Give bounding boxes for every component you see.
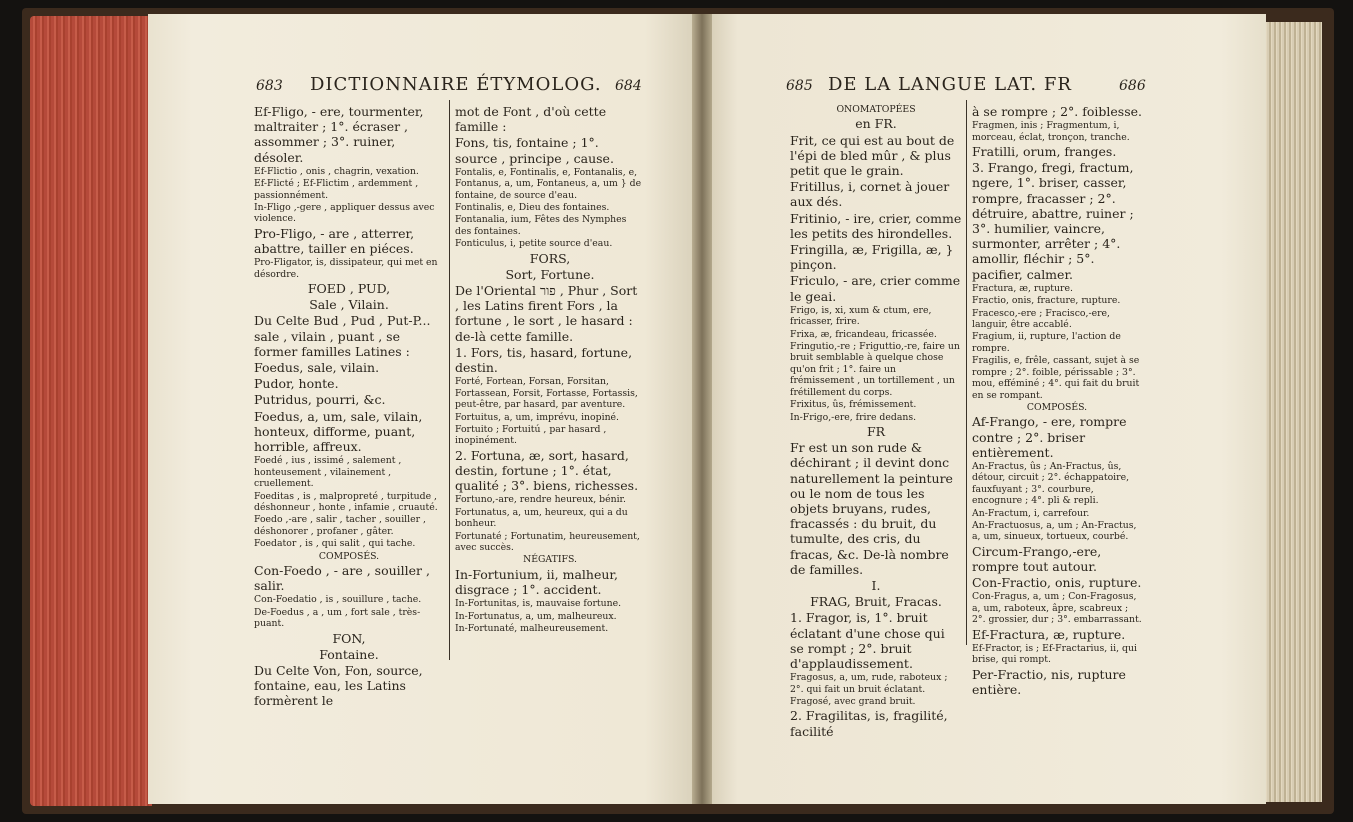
dictionary-entry: Foedus, a, um, sale, vilain, honteux, difforme, puant, horrible, affreux.	[254, 408, 423, 455]
dictionary-entry: Fritillus, i, cornet à jouer aux dés.	[790, 179, 950, 210]
page-number: 683	[256, 78, 283, 94]
dictionary-entry: Fontinalis, e, Dieu des fontaines.	[455, 202, 610, 214]
dictionary-entry: In-Fortunitas, is, mauvaise fortune.	[455, 598, 622, 610]
dictionary-entry: An-Fractus, ûs ; An-Fractus, ûs, détour, circuit ; 2°. échappatoire, fauxfuyant ; 3°. courbure, encognure ; 4°. pli & repli.	[972, 460, 1130, 507]
dictionary-entry: Fragosé, avec grand bruit.	[790, 695, 916, 707]
dictionary-entry: COMPOSÉS.	[1026, 401, 1088, 413]
dictionary-entry: Forté, Fortean, Forsan, Forsitan, Fortassean, Forsit, Fortasse, Fortassis, peut-être, par hasard, par aventure.	[455, 376, 638, 411]
dictionary-entry: An-Fractuosus, a, um ; An-Fractus, a, um, sinueux, tortueux, courbé.	[972, 519, 1137, 543]
dictionary-entry: Fritinio, - ire, crier, comme les petits des hirondelles.	[790, 210, 962, 241]
dictionary-entry: Ef-Flicté ; Ef-Flictim , ardemment , passionnément.	[254, 178, 419, 201]
dictionary-entry: Con-Fractio, onis, rupture.	[972, 575, 1142, 591]
dictionary-entry: Fonticulus, i, petite source d'eau.	[455, 238, 613, 250]
dictionary-entry: Ef-Flictio , onis , chagrin, vexation.	[254, 165, 419, 177]
dictionary-entry: COMPOSÉS.	[318, 550, 380, 562]
dictionary-entry: Frixa, æ, fricandeau, fricassée.	[790, 328, 937, 340]
page-number: 684	[615, 78, 642, 94]
dictionary-entry: Fringutio,-re ; Friguttio,-re, faire un bruit semblable à quelque chose qu'on frit ; 1°. faire un frémissement , un tortillement , un frétillement du corps.	[790, 341, 960, 398]
dictionary-entry: Circum-Frango,-ere, rompre tout autour.	[972, 543, 1102, 574]
dictionary-entry: Fracesco,-ere ; Fracisco,-ere, languir, être accablé.	[972, 307, 1111, 331]
dictionary-entry: Sort, Fortune.	[505, 266, 595, 282]
dictionary-entry: FOED , PUD,	[307, 281, 391, 297]
dictionary-entry: Fractio, onis, fracture, rupture.	[972, 295, 1121, 307]
left-column-2	[455, 104, 645, 635]
page-edges-red	[30, 16, 152, 806]
dictionary-entry: Du Celte Bud , Pud , Put-P... sale , vilain , puant , se former familles Latines :	[254, 313, 431, 359]
dictionary-entry: NÉGATIFS.	[523, 554, 577, 566]
dictionary-entry: Af-Frango, - ere, rompre contre ; 2°. briser entièrement.	[972, 414, 1127, 460]
dictionary-entry: Pudor, honte.	[254, 376, 339, 392]
dictionary-entry: In-Fligo ,-gere , appliquer dessus avec violence.	[254, 202, 435, 225]
dictionary-entry: Fons, tis, fontaine ; 1°. source , principe , cause.	[455, 135, 614, 166]
running-header: DICTIONNAIRE ÉTYMOLOG.	[310, 74, 602, 95]
dictionary-entry: Fontanalia, ium, Fêtes des Nymphes des fontaines.	[455, 214, 627, 237]
dictionary-entry: 1. Fragor, is, 1°. bruit éclatant d'une chose qui se rompt ; 2°. bruit d'applaudissement.	[790, 610, 945, 671]
dictionary-entry: FRAG, Bruit, Fracas.	[810, 594, 942, 610]
dictionary-entry: FON,	[332, 630, 366, 646]
dictionary-entry: 2. Fortuna, æ, sort, hasard, destin, fortune ; 1°. état, qualité ; 3°. biens, richesses.	[455, 447, 639, 494]
dictionary-entry: Foedus, sale, vilain.	[254, 360, 380, 376]
column-rule	[966, 100, 967, 645]
page-number: 685	[786, 78, 813, 94]
dictionary-entry: Friculo, - are, crier comme le geai.	[790, 273, 961, 304]
dictionary-entry: Fractura, æ, rupture.	[972, 282, 1073, 294]
dictionary-entry: In-Fortunaté, malheureusement.	[455, 622, 609, 634]
dictionary-entry: FORS,	[529, 250, 571, 266]
dictionary-entry: Fratilli, orum, franges.	[972, 144, 1117, 160]
page-edges-right	[1262, 22, 1322, 802]
dictionary-entry: Ef-Fligo, - ere, tourmenter, maltraiter ; 1°. écraser , assommer ; 3°. ruiner, désoler.	[254, 104, 424, 165]
left-column-1	[254, 104, 444, 710]
dictionary-entry: FR	[866, 423, 886, 439]
dictionary-entry: Fr est un son rude & déchirant ; il devint donc naturellement la peinture ou le nom de tous les objets bruyans, rudes, fracassés : du bruit, du tumulte, des cris, du fracas, &c. De-là nombre de familles.	[790, 440, 953, 577]
dictionary-entry: Putridus, pourri, &c.	[254, 392, 386, 408]
dictionary-entry: Con-Foedatio , is , souillure , tache.	[254, 594, 422, 606]
page-number: 686	[1119, 78, 1146, 94]
dictionary-entry: Foedator , is , qui salit , qui tache.	[254, 538, 416, 550]
dictionary-entry: In-Fortunatus, a, um, malheureux.	[455, 610, 617, 622]
right-column-1	[790, 104, 962, 740]
dictionary-entry: In-Fortunium, ii, malheur, disgrace ; 1°. accident.	[455, 566, 618, 597]
dictionary-entry: Ef-Fractor, is ; Ef-Fractarius, ii, qui brise, qui rompt.	[972, 642, 1137, 666]
right-column-2	[972, 104, 1142, 698]
dictionary-entry: Fringilla, æ, Frigilla, æ, } pinçon.	[790, 242, 954, 273]
dictionary-entry: An-Fractum, i, carrefour.	[972, 507, 1090, 519]
running-header: DE LA LANGUE LAT. FR	[828, 74, 1072, 95]
dictionary-entry: Con-Fragus, a, um ; Con-Fragosus, a, um, raboteux, âpre, scabreux ; 2°. grossier, dur ; 3°. embarrassant.	[972, 591, 1142, 626]
dictionary-entry: Ef-Fractura, æ, rupture.	[972, 626, 1126, 642]
dictionary-entry: Pro-Fligator, is, dissipateur, qui met en désordre.	[254, 257, 438, 280]
dictionary-entry: ONOMATOPÉES	[836, 104, 916, 115]
dictionary-entry: à se rompre ; 2°. foiblesse.	[972, 104, 1142, 119]
dictionary-entry: 1. Fors, tis, hasard, fortune, destin.	[455, 344, 633, 376]
dictionary-entry: Frit, ce qui est au bout de l'épi de bled mûr , & plus petit que le grain.	[790, 132, 955, 179]
dictionary-entry: Fortuno,-are, rendre heureux, bénir.	[455, 494, 626, 506]
dictionary-entry: mot de Font , d'où cette famille :	[455, 104, 607, 135]
dictionary-entry: Fortuitus, a, um, imprévu, inopiné.	[455, 411, 620, 423]
dictionary-entry: Sale , Vilain.	[309, 297, 389, 313]
dictionary-entry: Per-Fractio, nis, rupture entière.	[972, 666, 1126, 697]
dictionary-entry: Fontaine.	[319, 646, 379, 662]
dictionary-entry: Fragosus, a, um, rude, raboteux ; 2°. qui fait un bruit éclatant.	[790, 672, 948, 695]
dictionary-entry: Frixitus, ûs, frémissement.	[790, 399, 917, 411]
dictionary-entry: Fragmen, inis ; Fragmentum, i, morceau, éclat, tronçon, tranche.	[972, 120, 1130, 143]
dictionary-entry: Con-Foedo , - are , souiller , salir.	[254, 562, 430, 594]
dictionary-entry: De l'Oriental פור , Phur , Sort , les Latins firent Fors , la fortune , le sort , le hasard : de-là cette famille.	[455, 283, 638, 344]
dictionary-entry: Du Celte Von, Fon, source, fontaine, eau, les Latins formèrent le	[254, 662, 423, 709]
dictionary-entry: Frigo, is, xi, xum & ctum, ere, fricasser, frire.	[790, 304, 932, 328]
dictionary-entry: Foeditas , is , malpropreté , turpitude , déshonneur , honte , infamie , cruauté.	[254, 490, 438, 513]
dictionary-entry: Fragium, ii, rupture, l'action de rompre.	[972, 331, 1121, 354]
dictionary-entry: en FR.	[855, 116, 897, 132]
dictionary-entry: Fortuito ; Fortuitú , par hasard , inopinément.	[455, 423, 607, 447]
dictionary-entry: Fortunaté ; Fortunatim, heureusement, avec succès.	[455, 530, 640, 553]
dictionary-entry: Fontalis, e, Fontinalis, e, Fontanalis, e, Fontanus, a, um, Fontaneus, a, um } de fontaine, de source d'eau.	[455, 166, 642, 201]
dictionary-entry: Fortunatus, a, um, heureux, qui a du bonheur.	[455, 506, 628, 530]
dictionary-entry: Pro-Fligo, - are , atterrer, abattre, tailler en piéces.	[254, 225, 415, 257]
dictionary-entry: 3. Frango, fregi, fractum, ngere, 1°. briser, casser, rompre, fracasser ; 2°. détruire, abattre, ruiner ; 3°. humilier, vaincre, surmonter, arrêter ; 4°. amollir, fléchir ; 5°. pacifier, calmer.	[972, 160, 1134, 282]
dictionary-entry: 2. Fragilitas, is, fragilité, facilité	[790, 708, 948, 739]
dictionary-entry: De-Foedus , a , um , fort sale , très-puant.	[254, 606, 421, 630]
dictionary-entry: I.	[871, 577, 881, 593]
column-rule	[449, 100, 450, 660]
dictionary-entry: Foedo ,-are , salir , tacher , souiller , déshonorer , profaner , gâter.	[254, 514, 426, 537]
dictionary-entry: Foedé , ius , issimé , salement , honteusement , vilainement , cruellement.	[254, 455, 402, 490]
dictionary-entry: In-Frigo,-ere, frire dedans.	[790, 411, 917, 423]
dictionary-entry: Fragilis, e, frêle, cassant, sujet à se rompre ; 2°. foible, périssable ; 3°. mou, efféminé ; 4°. qui fait du bruit en se rompant.	[972, 355, 1140, 401]
book-gutter	[692, 14, 712, 804]
